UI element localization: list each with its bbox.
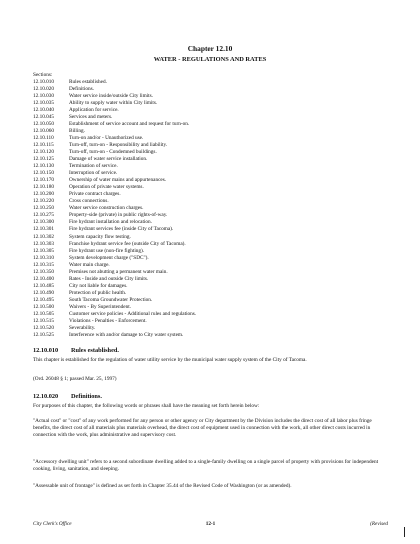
toc-row [33,198,393,205]
footer-office: City Clerk's Office [33,521,72,527]
footer-revised: (Revised [370,521,388,527]
toc-section-title: Water main charge. [69,261,110,268]
toc-section-number: 12.10.170 [33,177,54,184]
toc-section-title: Water service construction charges. [69,205,144,212]
toc-section-number: 12.10.301 [33,226,54,233]
definition-accessory-dwelling-unit: "Accessory dwelling unit" refers to a second subordinate dwelling added to a single-family dwelling on a single parcel of property with provisions for independent cooking, living, sanitation, and sleeping. [33,459,379,473]
toc-row [33,332,393,339]
toc-section-number: 12.10.300 [33,219,54,226]
toc-row [33,156,393,163]
toc-section-title: Rates - Inside and outside City limits. [69,275,149,282]
margin-mark [404,527,405,537]
toc-section-number: 12.10.490 [33,289,54,296]
toc-row [33,255,393,262]
section-010-body: This chapter is established for the regulation of water utility service by the municipal water supply system of the City of Tacoma. [33,357,307,363]
toc-section-number: 12.10.045 [33,113,54,120]
toc-row [33,290,393,297]
toc-section-title: Ability to supply water within City limits. [69,99,158,106]
toc-section-title: Cross connections. [69,198,109,205]
toc-section-number: 12.10.010 [33,78,54,85]
toc-section-number: 12.10.275 [33,212,54,219]
toc-row [33,248,393,255]
toc-section-number: 12.10.485 [33,282,54,289]
toc-row [33,149,393,156]
toc-section-title: Billing. [69,127,85,134]
toc-section-number: 12.10.500 [33,304,54,310]
toc-row [33,212,393,219]
toc-row [33,191,393,198]
toc-row [33,100,393,107]
toc-section-number: 12.10.350 [33,268,54,275]
toc-section-number: 12.10.302 [33,233,54,240]
toc-section-number: 12.10.220 [33,198,54,205]
toc-section-title: Fire hydrant services fee (inside City of Tacoma). [69,226,174,233]
toc-section-title: Private contract charges. [69,191,121,198]
toc-section-number: 12.10.250 [33,205,54,212]
toc-section-number: 12.10.130 [33,163,54,170]
section-title: Definitions. [71,393,102,400]
toc-section-title: Franchise hydrant service fee (outside City of Tacoma). [69,240,186,247]
definitions-intro: For purposes of this chapter, the following words or phrases shall have the meaning set forth herein below: [33,403,260,409]
toc-row [33,79,393,86]
toc-row [33,318,393,325]
toc-section-number: 12.10.150 [33,170,54,177]
toc-section-number: 12.10.020 [33,85,54,92]
sections-label: Sections: [33,72,53,78]
toc-section-title: Turn-off, turn-on - Condemned buildings. [69,148,157,155]
toc-section-title: Customer service policies - Additional rules and regulations. [69,311,197,318]
toc-row [33,128,393,135]
section-heading-010 [33,347,119,354]
toc-section-title: Application for service. [69,106,119,113]
toc-section-number: 12.10.050 [33,120,54,127]
toc-section-title: Termination of service. [69,163,118,170]
toc-section-title: Services and meters. [69,113,113,120]
toc-row [33,121,393,128]
toc-section-number: 12.10.030 [33,92,54,99]
section-list [33,79,393,340]
toc-row [33,107,393,114]
toc-section-title: Waivers - By Superintendent. [69,304,131,310]
toc-row [33,262,393,269]
toc-section-title: Operation of private water systems. [69,184,144,191]
toc-section-title: System development charge ("SDC"). [69,254,149,261]
section-number: 12.10.020 [33,393,59,400]
toc-section-title: Violations - Penalties - Enforcement. [69,318,147,325]
toc-section-number: 12.10.310 [33,254,54,261]
toc-row [33,304,393,311]
definition-actual-cost: "Actual cost" or "cost" of any work performed for any person or other agency or City department by the Division includes the direct cost of all labor plus fringe benefits, the direct cost of all materials plus materials overhead, the direct cost of equipment used in connection with the work, all other direct costs incurred in connection with the work, plus administrative and supervisory cost. [33,418,372,439]
toc-row [33,86,393,93]
toc-section-title: South Tacoma Groundwater Protection. [69,296,153,303]
section-heading-020 [33,393,102,400]
toc-section-number: 12.10.180 [33,184,54,191]
toc-section-number: 12.10.515 [33,318,54,325]
toc-section-number: 12.10.305 [33,247,54,254]
toc-section-number: 12.10.525 [33,332,54,339]
toc-row [33,184,393,191]
toc-row [33,135,393,142]
toc-section-number: 12.10.120 [33,148,54,155]
toc-section-title: Fire hydrant installation and relocation. [69,219,152,226]
toc-row [33,297,393,304]
toc-section-number: 12.10.400 [33,275,54,282]
section-title: Rules established. [71,347,119,354]
toc-section-title: City not liable for damages. [69,282,128,289]
toc-section-number: 12.10.505 [33,311,54,318]
definition-assessable-unit: "Assessable unit of frontage" is defined as set forth in Chapter 35.44 of the Revised Code of Washington (or as amended). [33,483,292,489]
toc-row [33,241,393,248]
toc-section-number: 12.10.110 [33,134,54,141]
toc-row [33,269,393,276]
toc-section-title: Fire hydrant use (non-fire fighting). [69,247,145,254]
toc-row [33,276,393,283]
toc-section-title: Damage of water service installation. [69,156,148,163]
toc-row [33,283,393,290]
chapter-heading: Chapter 12.10 [187,44,233,53]
toc-section-title: Rules established. [69,78,107,85]
toc-section-number: 12.10.315 [33,261,54,268]
toc-section-number: 12.10.520 [33,325,54,332]
toc-section-title: Interruption of service. [69,170,118,177]
toc-section-title: Definitions. [69,85,94,92]
toc-row [33,142,393,149]
toc-section-title: Establishment of service account and request for turn-on. [69,120,190,127]
toc-section-title: Premises not abutting a permanent water main. [69,268,168,275]
toc-section-number: 12.10.125 [33,156,54,163]
toc-row [33,226,393,233]
toc-section-number: 12.10.495 [33,296,54,303]
toc-row [33,234,393,241]
toc-section-number: 12.10.040 [33,106,54,113]
toc-section-title: Interference with and/or damage to City water system. [69,332,184,339]
page-number: 12-1 [205,521,216,527]
toc-section-number: 12.10.115 [33,141,54,148]
section-number: 12.10.010 [33,347,59,354]
section-010-history: (Ord. 26048 § 1; passed Mar. 25, 1997) [33,376,117,382]
toc-row [33,114,393,121]
toc-section-title: Turn-off, turn-on - Responsibility and liability. [69,141,168,148]
toc-section-title: Water service inside/outside City limits. [69,92,153,99]
chapter-title: WATER - REGULATIONS AND RATES [153,56,267,63]
toc-section-number: 12.10.035 [33,99,54,106]
toc-section-title: System capacity flow testing. [69,233,131,240]
toc-section-title: Property-side (private) in public rights-of-way. [69,212,168,219]
toc-section-title: Severability. [69,325,96,332]
toc-section-number: 12.10.303 [33,240,54,247]
toc-row [33,93,393,100]
toc-section-title: Ownership of water mains and appurtenances. [69,177,167,184]
toc-section-title: Protection of public health. [69,289,127,296]
toc-section-number: 12.10.200 [33,191,54,198]
toc-section-title: Turn-on and/or - Unauthorized use. [69,134,144,141]
toc-section-number: 12.10.060 [33,127,54,134]
